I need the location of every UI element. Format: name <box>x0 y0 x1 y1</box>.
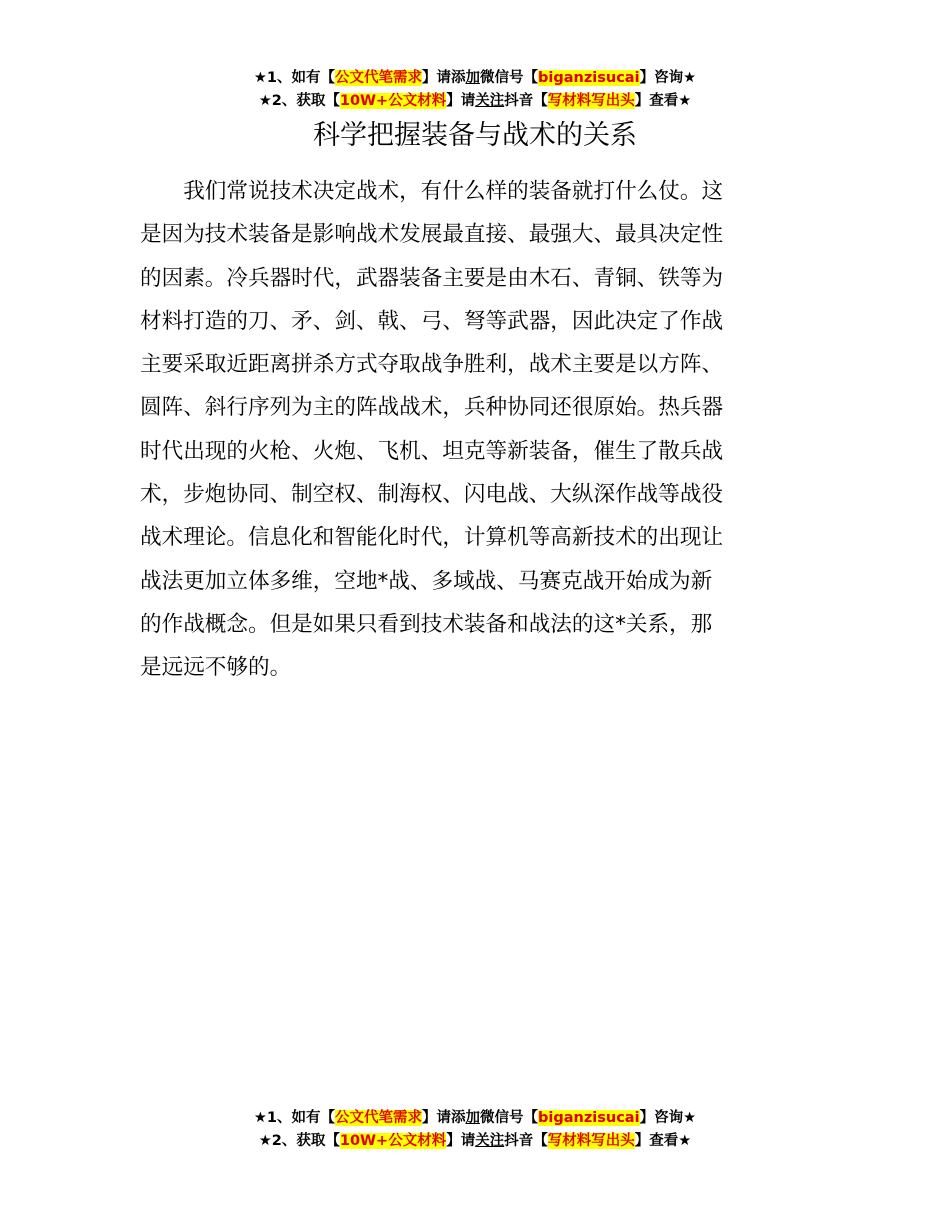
promo-text: 】请 <box>446 93 476 109</box>
document-title: 科学把握装备与战术的关系 <box>313 120 637 151</box>
promo-highlight: 公文代笔需求 <box>335 1110 423 1126</box>
promo-underlined-text: 关注 <box>475 93 505 109</box>
promo-text: 抖音【 <box>504 1133 548 1149</box>
promo-text: ★2、获取【 <box>258 1133 340 1149</box>
promo-text: 】请 <box>446 1133 476 1149</box>
body-line: 是因为技术装备是影响战术发展最直接、最强大、最具决定性 <box>140 222 724 248</box>
body-line: 主要采取近距离拼杀方式夺取战争胜利，战术主要是以方阵、 <box>140 352 724 378</box>
body-line: 术，步炮协同、制空权、制海权、闪电战、大纵深作战等战役 <box>140 482 724 508</box>
body-line: 圆阵、斜行序列为主的阵战战术，兵种协同还很原始。热兵器 <box>140 395 724 421</box>
body-line: 战法更加立体多维，空地*战、多域战、马赛克战开始成为新 <box>140 568 713 594</box>
promo-douyin-account: 写材料写出头 <box>547 1133 635 1149</box>
promo-text: ★1、如有【 <box>253 70 336 86</box>
promo-line-1 <box>0 1107 950 1130</box>
promo-text: 】查看★ <box>634 93 692 109</box>
promo-highlight: 10W+公文材料 <box>339 1133 447 1149</box>
promo-line-2 <box>0 1130 950 1153</box>
promo-highlight: 公文代笔需求 <box>335 70 423 86</box>
document-body <box>140 170 812 690</box>
body-line: 材料打造的刀、矛、剑、戟、弓、弩等武器，因此决定了作战 <box>140 308 724 334</box>
body-line: 的作战概念。但是如果只看到技术装备和战法的这*关系，那 <box>140 611 713 637</box>
promo-text: 抖音【 <box>504 93 548 109</box>
promo-text: ★2、获取【 <box>258 93 340 109</box>
promo-text: 】请添 <box>422 70 466 86</box>
footer-promo-banner <box>0 1107 950 1153</box>
promo-highlight: 10W+公文材料 <box>339 93 447 109</box>
promo-line-2 <box>0 90 950 113</box>
promo-wechat-id: biganzisucai <box>538 1110 640 1126</box>
promo-text: 微信号【 <box>480 1110 539 1126</box>
header-promo-banner <box>0 67 950 113</box>
promo-text: ★1、如有【 <box>253 1110 336 1126</box>
body-line: 我们常说技术决定战术，有什么样的装备就打什么仗。这 <box>140 179 724 204</box>
promo-text: 】咨询★ <box>639 70 697 86</box>
promo-text: 】咨询★ <box>639 1110 697 1126</box>
body-line: 时代出现的火枪、火炮、飞机、坦克等新装备，催生了散兵战 <box>140 438 724 464</box>
body-line: 是远远不够的。 <box>140 655 292 681</box>
promo-text: 微信号【 <box>480 70 539 86</box>
promo-line-1 <box>0 67 950 90</box>
body-line: 战术理论。信息化和智能化时代，计算机等高新技术的出现让 <box>140 525 724 551</box>
body-line: 的因素。冷兵器时代，武器装备主要是由木石、青铜、铁等为 <box>140 265 724 291</box>
promo-douyin-account: 写材料写出头 <box>547 93 635 109</box>
promo-text: 】查看★ <box>634 1133 692 1149</box>
promo-wechat-id: biganzisucai <box>538 70 640 86</box>
promo-underlined-text: 加 <box>465 1110 481 1126</box>
promo-text: 】请添 <box>422 1110 466 1126</box>
promo-underlined-text: 关注 <box>475 1133 505 1149</box>
promo-underlined-text: 加 <box>465 70 481 86</box>
